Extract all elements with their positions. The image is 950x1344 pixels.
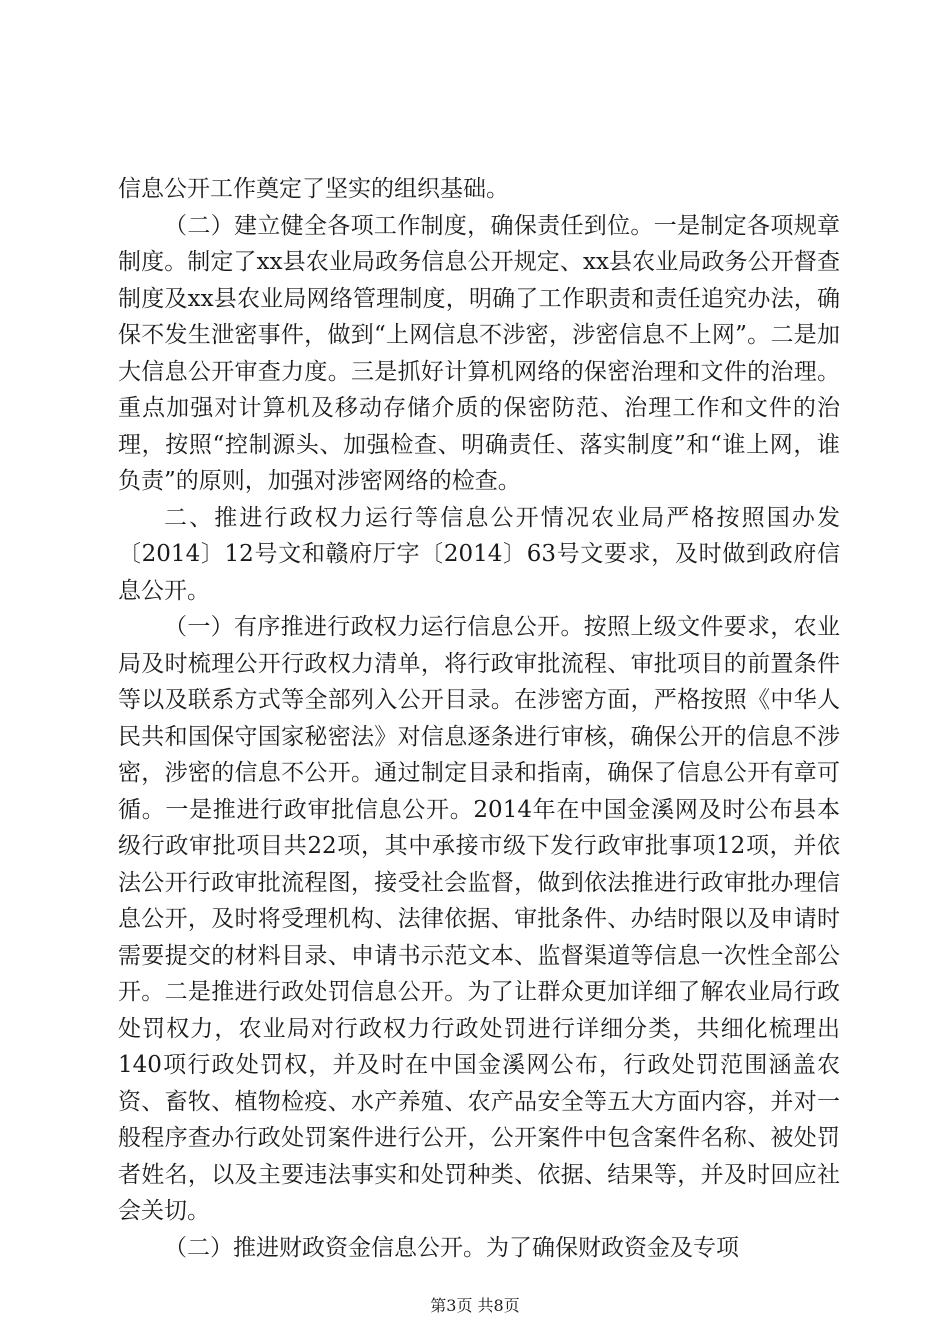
paragraph-administrative-power: （一）有序推进行政权力运行信息公开。按照上级文件要求，农业局及时梳理公开行政权力清单，将行政审批流程、审批项目的前置条件等以及联系方式等全部列入公开目录。在涉密方面，严格按照《中华人民共和国保守国家秘密法》对信息逐条进行审核，确保公开的信息不涉密，涉密的信息不公开。通过制定目录和指南，确保了信息公开有章可循。一是推进行政审批信息公开。2014年在中国金溪网及时公布县本级行政审批项目共22项，其中承接市级下发行政审批事项12项，并依法公开行政审批流程图，接受社会监督，做到依法推进行政审批办理信息公开，及时将受理机构、法律依据、审批条件、办结时限以及申请时需要提交的材料目录、申请书示范文本、监督渠道等信息一次性全部公开。二是推进行政处罚信息公开。为了让群众更加详细了解农业局行政处罚权力，农业局对行政权力行政处罚进行详细分类，共细化梳理出140项行政处罚权，并及时在中国金溪网公布，行政处罚范围涵盖农资、畜牧、植物检疫、水产养殖、农产品安全等五大方面内容，并对一般程序查办行政处罚案件进行公开，公开案件中包含案件名称、被处罚者姓名，以及主要违法事实和处罚种类、依据、结果等，并及时回应社会关切。: [118, 614, 840, 1224]
paragraph-fiscal-funds: （二）推进财政资金信息公开。为了确保财政资金及专项: [164, 1234, 739, 1261]
page-footer: 第3页 共8页: [430, 1296, 520, 1315]
paragraph-continuation: 信息公开工作奠定了坚实的组织基础。: [118, 176, 509, 202]
document-body: [118, 171, 840, 1266]
paragraph-work-system: （二）建立健全各项工作制度，确保责任到位。一是制定各项规章制度。制定了xx县农业局政务信息公开规定、xx县农业局政务公开督查制度及xx县农业局网络管理制度，明确了工作职责和责任追究办法，确保不发生泄密事件，做到“上网信息不涉密，涉密信息不上网”。二是加大信息公开审查力度。三是抓好计算机网络的保密治理和文件的治理。重点加强对计算机及移动存储介质的保密防范、治理工作和文件的治理，按照“控制源头、加强检查、明确责任、落实制度”和“谁上网，谁负责”的原则，加强对涉密网络的检查。: [118, 212, 840, 494]
paragraph-section-two-heading: 二、推进行政权力运行等信息公开情况农业局严格按照国办发〔2014〕12号文和赣府厅字〔2014〕63号文要求，及时做到政府信息公开。: [118, 504, 840, 604]
